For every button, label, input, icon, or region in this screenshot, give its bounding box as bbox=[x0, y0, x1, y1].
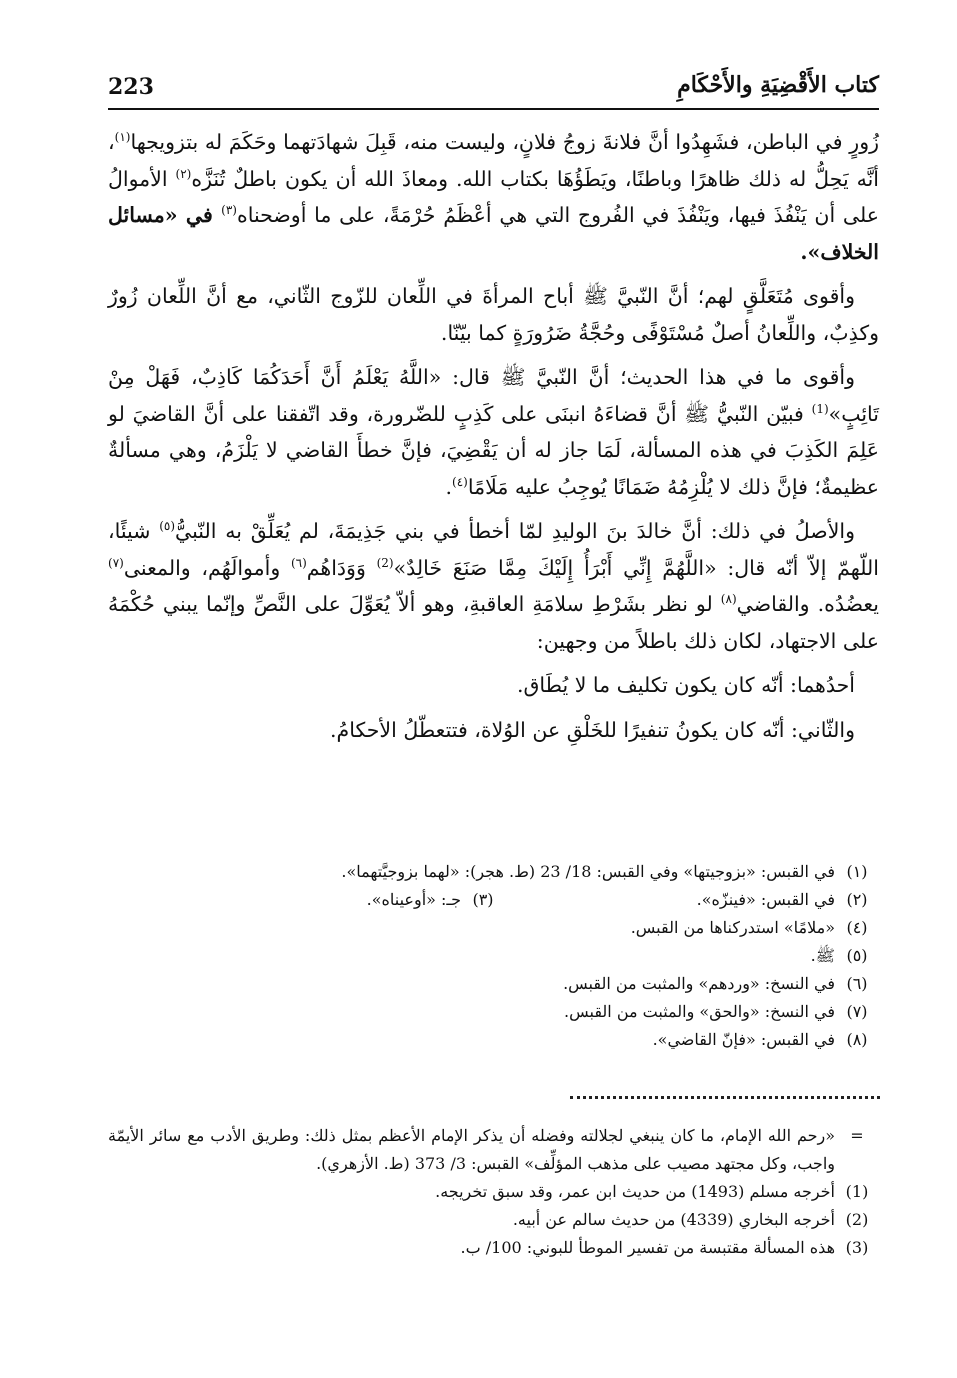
editor-footnotes bbox=[108, 858, 879, 1054]
paragraph-5: أحدُهما: أنّه كان يكون تكليف ما لا يُطَاق. bbox=[516, 673, 855, 697]
footnote-ref[interactable]: (٦) bbox=[290, 555, 307, 570]
footnote-ref[interactable]: (٥) bbox=[159, 519, 176, 534]
footnote-ref[interactable]: (٣) bbox=[221, 203, 237, 218]
footnote-item: (٤) «ملامًا» استدركناها من القبس. bbox=[630, 918, 868, 937]
paragraph-1: زُورٍ في الباطن، فشَهِدُوا أنَّ فلانةَ زوجُ فلانٍ، وليست منه، قَبِلَ شهادَتهما وحَكَمَ له بتزويجها$^{(١)}$، أنَّه يَحِلُّ له ذلك ظاهرًا وباطنًا، ويَطَؤُهَا بكتاب الله. ومعاذَ الله أن يكون باطلٌ تُنَزَّه$^{(٢)}$ الأموالُ على أن يَنْفُذَ فيها، ويَنْفُذَ في الفُروج التي هي أعْظَمُ حُرْمَةً، على ما أوضحناه$^{(٣)}$ في «مسائل الخلاف». bbox=[108, 130, 880, 264]
footnote-ref[interactable]: (1) bbox=[811, 401, 829, 416]
running-header bbox=[108, 70, 879, 110]
book-title: كتاب الأَقْضِيَةِ والأَحْكَامِ bbox=[677, 72, 879, 98]
footnote-ref[interactable]: (٢) bbox=[175, 166, 192, 181]
footnote-ref[interactable]: (٧) bbox=[108, 555, 124, 570]
footnote-item: (٦) في النسخ: «وردهم» والمثبت من القبس. bbox=[563, 974, 868, 993]
paragraph-2: وأقوى مُتَعَلَّقٍ لهم؛ أنَّ النّبيَّ ﷺ أباح المرأةَ في اللِّعان للزّوج الثّاني، مع أنَّ اللِّعان زُورٌ وكذِبٌ، واللِّعانُ أصلٌ مُسْتَوْفًى وحُجَّةُ ضَرُورَةٍ كما بيّنّا. bbox=[108, 284, 879, 345]
paragraph-6: والثّاني: أنّه كان يكونُ تنفيرًا للخَلْقِ عن الوُلاة، فتتعطّلُ الأحكامُ. bbox=[329, 717, 855, 742]
footnote-item: (3) هذه المسألة مقتبسة من تفسير الموطأ للبوني: 100/ ب. bbox=[460, 1238, 869, 1257]
footnote-item: (٥) ﷺ. bbox=[810, 946, 868, 965]
page-number: 223 bbox=[108, 74, 154, 100]
footnote-ref[interactable]: (٨) bbox=[720, 592, 737, 607]
footnote-continuation: = «رحم الله الإمام، ما كان ينبغي لجلالته وفضله أن يذكر الإمام الأعظم بمثل ذلك: وطريق الأدب مع سائر الأيمّة واجب، وكل مجتهد مصيب على مذهب المؤلِّف» القبس: 3/ 373 (ط. الأزهري). bbox=[108, 1126, 864, 1173]
footnote-divider bbox=[570, 1096, 880, 1105]
footnote-item: (٢) في القبس: «فينزّه». (٣) جـ: «أوعيناه». bbox=[366, 890, 868, 909]
footnote-ref[interactable]: (١) bbox=[114, 130, 131, 145]
main-text bbox=[108, 124, 879, 756]
paragraph-3: وأقوى ما في هذا الحديث؛ أنَّ النّبيَّ ﷺ قال: «اللَّهُ يَعْلَمُ أَنَّ أَحَدَكُمَا كَاذِبٌ، فَهَلْ مِنْ تَائِبٍ»$^{(1)}$ فبيّن النّبيُّ ﷺ أنَّ قضاءَهُ انبنَى على كَذِبٍ للضّرورة، وقد اتّفقنا على أنَّ القاضيَ لو عَلِمَ الكَذِبَ في هذه المسألة، لَمَا جاز له أن يَقْضِيَ، فإنَّ خطأَ القاضي لا يَلْزَمُ، وهي مسألةٌ عظيمةٌ؛ فإنَّ ذلك لا يُلْزِمُهُ ضَمَانًا يُوجِبُ عليه مَلَامًا$^{(٤)}$. bbox=[108, 365, 879, 499]
paragraph-4: والأصلُ في ذلك: أنَّ خالدَ بنَ الوليدِ لمّا أخطأ في بني جَذِيمَةَ، لم يُعَلِّقْ به النّبيُّ$^{(٥)}$ شيئًا، اللّهمّ إلاّ أنّه قال: «اللَّهُمَّ إِنِّي أَبْرَأُ إِلَيْكَ مِمَّا صَنَعَ خَالِدٌ»$^{(2)}$ وَوَدَاهُم$^{(٦)}$ وأموالَهُم، والمعنى$^{(٧)}$ يعضُدُه. والقاضي$^{(٨)}$ لو نظر بشَرْطِ سلامَةِ العاقبةِ، وهو ألاّ يُعَوِّلَ على النَّصِّ وإنّما يبني حُكْمَهُ على الاجتهاد، لكان ذلك باطلاً من وجهين: bbox=[108, 519, 879, 653]
footnote-item: (١) في القبس: «بزوجيتها» وفي القبس: 18/ 23 (ط. هجر): «لهما بزوجيَّتهما». bbox=[341, 862, 868, 881]
footnote-ref[interactable]: (٤) bbox=[452, 474, 468, 489]
footnote-item: (1) أخرجه مسلم (1493) من حديث ابن عمر، وقد سبق تخريجه. bbox=[435, 1182, 869, 1201]
source-footnotes bbox=[108, 1122, 879, 1262]
footnote-item: (2) أخرجه البخاري (4339) من حديث سالم عن أبيه. bbox=[512, 1210, 869, 1229]
footnote-item: (٨) في القبس: «فإنّ القاضي». bbox=[652, 1030, 868, 1049]
footnote-item: (٧) في النسخ: «والحق» والمثبت من القبس. bbox=[564, 1002, 868, 1021]
footnote-ref[interactable]: (2) bbox=[376, 555, 394, 570]
